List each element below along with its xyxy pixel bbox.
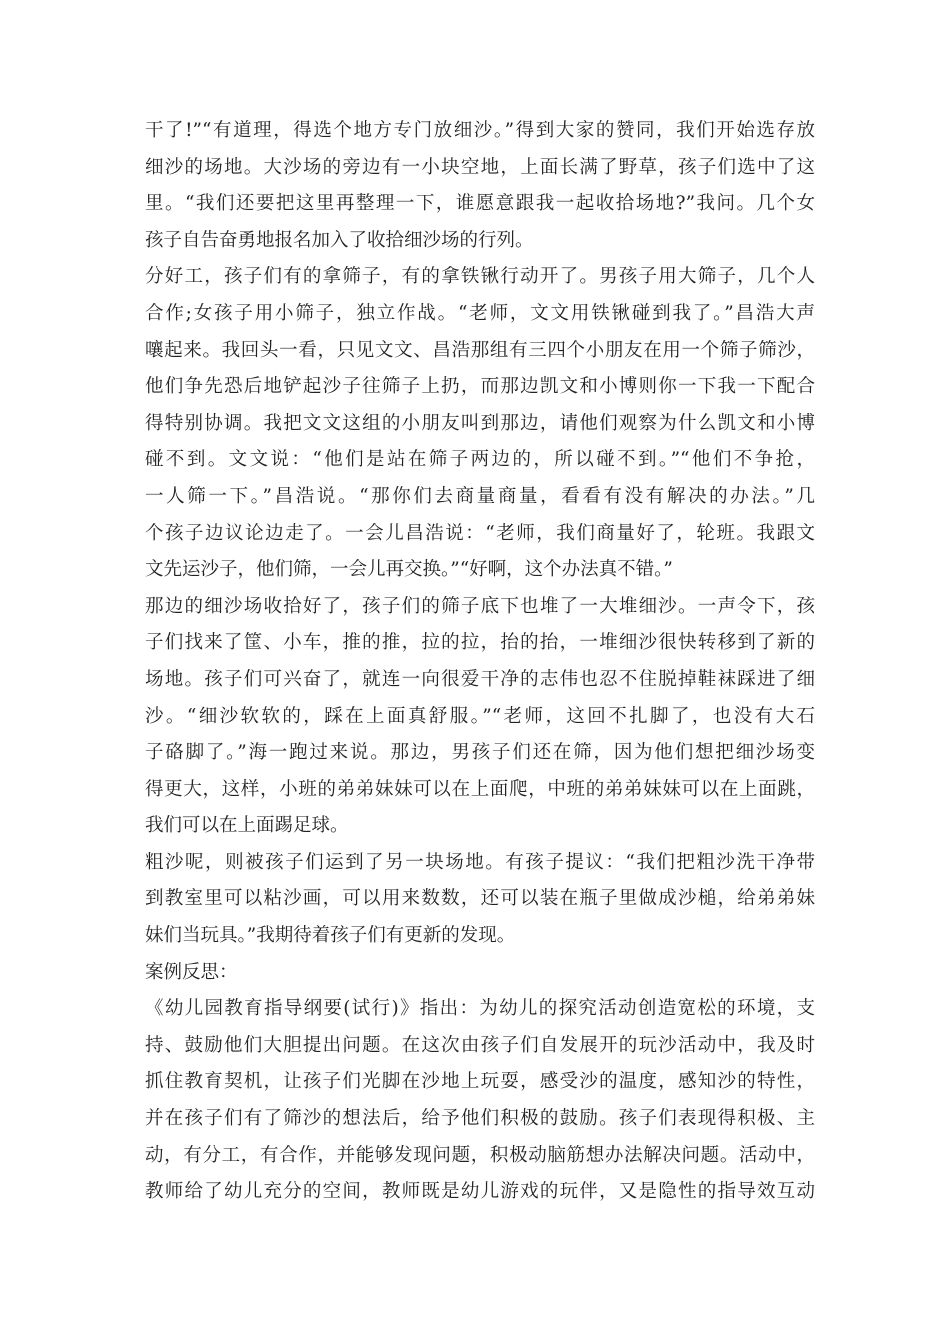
text-line: 子硌脚了。”海一跑过来说。那边，男孩子们还在筛，因为他们想把细沙场变 — [145, 742, 815, 764]
text-line: 沙。“细沙软软的，踩在上面真舒服。”“老师，这回不扎脚了，也没有大石 — [145, 705, 815, 727]
text-line: 并在孩子们有了筛沙的想法后，给予他们积极的鼓励。孩子们表现得积极、主 — [145, 1108, 815, 1130]
text-line: 嚷起来。我回头一看，只见文文、昌浩那组有三四个小朋友在用一个筛子筛沙， — [145, 339, 815, 361]
text-line: 那边的细沙场收拾好了，孩子们的筛子底下也堆了一大堆细沙。一声令下，孩 — [145, 595, 815, 617]
text-line: 粗沙呢，则被孩子们运到了另一块场地。有孩子提议：“我们把粗沙洗干净带 — [145, 851, 815, 873]
text-line: 干了!”“有道理，得选个地方专门放细沙。”得到大家的赞同，我们开始选存放 — [145, 120, 815, 141]
text-line: 到教室里可以粘沙画，可以用来数数，还可以装在瓶子里做成沙槌，给弟弟妹 — [145, 888, 815, 910]
text-line: 得更大，这样，小班的弟弟妹妹可以在上面爬，中班的弟弟妹妹可以在上面跳， — [145, 778, 815, 800]
text-line: 一人筛一下。”昌浩说。“那你们去商量商量，看看有没有解决的办法。”几 — [145, 485, 815, 507]
text-line: 子们找来了筐、小车，推的推，拉的拉，抬的抬，一堆细沙很快转移到了新的 — [145, 632, 815, 654]
text-line: 碰不到。文文说：“他们是站在筛子两边的，所以碰不到。”“他们不争抢， — [145, 449, 815, 471]
text-line: 教师给了幼儿充分的空间，教师既是幼儿游戏的玩伴，又是隐性的指导效互动 — [145, 1181, 815, 1203]
text-line: 孩子自告奋勇地报名加入了收拾细沙场的行列。 — [145, 229, 534, 251]
text-line: 我们可以在上面踢足球。 — [145, 815, 349, 837]
text-line: 《幼儿园教育指导纲要(试行)》指出：为幼儿的探究活动创造宽松的环境，支 — [145, 998, 815, 1020]
text-line: 持、鼓励他们大胆提出问题。在这次由孩子们自发展开的玩沙活动中，我及时 — [145, 1034, 815, 1056]
article-body — [145, 113, 815, 1211]
text-line: 文先运沙子，他们筛，一会儿再交换。”“好啊，这个办法真不错。” — [145, 559, 673, 581]
text-line: 他们争先恐后地铲起沙子往筛子上扔，而那边凯文和小博则你一下我一下配合 — [145, 376, 815, 398]
text-line: 分好工，孩子们有的拿筛子，有的拿铁锹行动开了。男孩子用大筛子，几个人 — [145, 266, 815, 288]
text-line: 得特别协调。我把文文这组的小朋友叫到那边，请他们观察为什么凯文和小博 — [145, 412, 815, 434]
text-line: 里。“我们还要把这里再整理一下，谁愿意跟我一起收拾场地?”我问。几个女 — [145, 193, 815, 215]
text-line: 个孩子边议论边走了。一会儿昌浩说：“老师，我们商量好了，轮班。我跟文 — [145, 522, 815, 544]
text-line: 场地。孩子们可兴奋了，就连一向很爱干净的志伟也忍不住脱掉鞋袜踩进了细 — [145, 668, 815, 690]
section-heading: 案例反思： — [145, 961, 238, 983]
text-line: 动，有分工，有合作，并能够发现问题，积极动脑筋想办法解决问题。活动中， — [145, 1144, 815, 1166]
text-line: 合作;女孩子用小筛子，独立作战。“老师，文文用铁锹碰到我了。”昌浩大声 — [145, 302, 815, 324]
text-line: 抓住教育契机，让孩子们光脚在沙地上玩耍，感受沙的温度，感知沙的特性， — [145, 1071, 815, 1093]
text-line: 妹们当玩具。”我期待着孩子们有更新的发现。 — [145, 925, 516, 947]
text-line: 细沙的场地。大沙场的旁边有一小块空地，上面长满了野草，孩子们选中了这 — [145, 156, 815, 178]
